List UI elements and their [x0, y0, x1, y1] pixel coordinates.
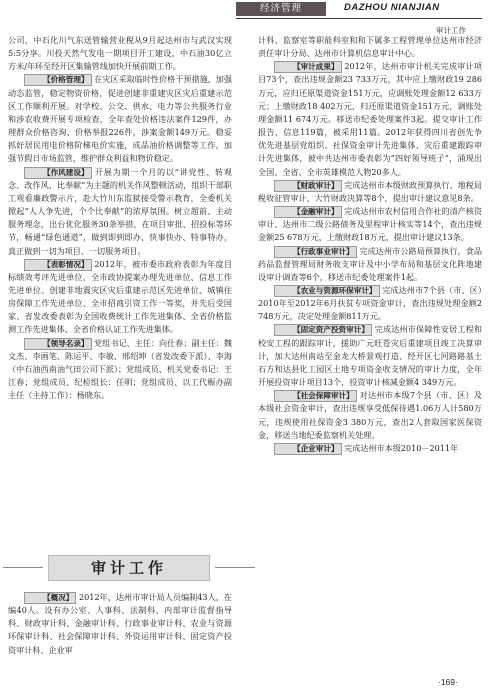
paragraph-text: 完成达州市本级财政预算执行、地税局税收征管审计、大竹财政决算等8个，提出审计建议意见8条。: [258, 179, 482, 203]
paragraph-text: 完成达州市公路局预算执行，食品药品监督管理局财务收支审计及中小学布局和基层文化阵地建设审计调查等6个，移送市纪委处理案件1起。: [258, 245, 482, 282]
paragraph: [258, 323, 482, 389]
paragraph-tag: 【概况】: [24, 592, 76, 604]
paragraph-text: 完成达州市7个县（市、区）2010年至2012年6月扶贫专项资金审计，查出违规处理金额2 748万元，决定处理金额811万元。: [258, 284, 482, 322]
paragraph-tag: 【金融审计】: [274, 206, 342, 218]
paragraph-text: 完成达州市保障性安居工程和校安工程的跟踪审计，援助广元旺苍灾后重建项目竣工决算审计，加大达州南站至金龙大桥景观打造、经开区七河路路基土石方和达县化工园区土地专项资金收支情况的审计力度，全年开展投资审计项目13个，投资审计核减金额4 349万元。: [258, 324, 482, 388]
paragraph: [258, 179, 482, 205]
paragraph: [258, 245, 482, 284]
right-column: [258, 34, 482, 455]
paragraph-tag: 【企业审计】: [274, 443, 342, 455]
left-column: [8, 34, 232, 402]
paragraph-text: 党组书记、主任：向仕春；副主任：魏文杰、李画笔、陈运平、李敏、邢绍坤（省发改委下派）、李海（中石油西南油气田公司下派）；党组成员、机关党委书记：王江春；党组成员、纪检组长：任明；党组成员、以工代赈办副主任（主持工作）：杨晓东。: [8, 337, 232, 401]
paragraph-tag: 【财政审计】: [274, 180, 342, 192]
paragraph-tag: 【行政事业审计】: [274, 246, 357, 258]
paragraph-tag: 【价格管理】: [24, 74, 92, 86]
paragraph-text: 在灾区采取临时性价格干预措施，加强动态监管，稳定物资价格，促进创建非重建灾区灾后重建示范区工作顺利开展。对学校、公交、供水、电力等公共服务行业和涉农收费开展专项检查，全年查处价格违法案件129件，办理群众价格咨询、价格举报226件，涉案金额149万元。稳妥抓好居民用电价格阶梯电价实施，成品油价格调整等工作，加强节假日市场监管，维护群众利益和物价稳定。: [8, 74, 232, 164]
paragraph-tag: 【固定资产投资审计】: [274, 324, 372, 336]
paragraph-tag: 【作风建设】: [24, 167, 92, 179]
paragraph-text: 完成达州市本级2010－2011年: [344, 442, 459, 453]
paragraph: [258, 442, 482, 455]
paragraph: [258, 60, 482, 178]
paragraph: [258, 284, 482, 323]
section-label: 经济管理: [236, 2, 326, 16]
page-number: ·169·: [438, 677, 458, 687]
section-heading: 审计工作: [48, 555, 210, 581]
paragraph-text: 对达州市本级7个县（市、区）及本级社会资金审计，查出违规享受低保待遇1.06万人计580万元，违规使用社保资金3 380万元，查出2人套取国家医保资金，移送当地纪委监察机关处理。: [258, 390, 482, 440]
paragraph: [258, 34, 482, 60]
paragraph: [258, 205, 482, 244]
paragraph-tag: 【表彰情况】: [24, 259, 92, 271]
paragraph: [8, 34, 232, 73]
paragraph: [8, 166, 232, 258]
paragraph: [8, 591, 232, 657]
paragraph-text: 完成达州市农村信用合作社的清产核资审计、达州市二级公路债务及里程审计核实等14个，查出违规金额25 678万元，上缴财政18万元，提出审计建议13条。: [258, 206, 482, 243]
paragraph-tag: 【农业与资源环保审计】: [274, 285, 380, 297]
sub-section-label: 审计工作: [436, 26, 466, 35]
paragraph: [8, 73, 232, 165]
paragraph-tag: 【社会保障审计】: [274, 390, 357, 402]
paragraph: [8, 258, 232, 337]
paragraph-tag: 【审计成果】: [274, 61, 342, 73]
running-header: [0, 0, 498, 35]
paragraph-text: 计科、监察室等职能科室和和下属多工程管理单位达州市经济责任审计分局、达州市计算机信息审计中心。: [258, 35, 482, 59]
paragraph-text: 2012年，被市委市政府表彰为年度目标绩效考评先进单位、全市政协提案办理先进单位、信息工作先进单位、创建非地震灾区灾后重建示范区先进单位、城镇住房保障工作先进单位、全市招商引资工作一等奖，并先后受国家、省发改委表彰为全国收费统计工作先进集体、全省价格监测工作先进集体、全省价格认证工作先进集体。: [8, 258, 232, 335]
paragraph-text: 2012年，达州市审计局人员编制43人，在编40人。设有办公室、人事科、法制科、内部审计监督指导科、财政审计科、金融审计科、行政事业审计科、农业与资源环保审计科、社会保障审计科、外资运用审计科、固定资产投资审计科、企业审: [8, 592, 232, 655]
paragraph-text: 开展为期一个月的以“讲党性、转观念、改作风、比奉献”为主题的机关作风整顿活动，组织干部职工观看廉政警示片，赴大竹川东监狱接受警示教育，全委机关掀起“人人争先进，个个比奉献”的浓厚氛围。树立超前、主动服务理念，出台优化服务30条举措，在项目审批、招投标等环节，畅通“绿色通道”，做到即到即办、快事快办、特事特办，真正做到一切为项目、一切服务项目。: [8, 166, 232, 256]
paragraph: [8, 337, 232, 403]
paragraph-text: 公司，中石化川气东送管输营业税从9月起达州市与武汉实现5:5分享。川投天然气发电一期项目开工建设，中石油30亿立方米/年环至经开区集输管线加快开展前期工作。: [8, 35, 232, 72]
paragraph-text: 2012年，达州市审计机关完成审计项目73个，查出违规金额23 733万元，其中应上缴财政19 286万元，应归还原渠道资金151万元，应调账处理金额12 633万元；上缴财政18 402万元，归还原渠道资金151万元，调账处理金额11 674万元。移送市纪委处理案件3起。提交审计工作报告、信息119篇，被采用11篇。2012年获得四川省创先争优先进基层党组织、社保资金审计先进集体、灾后重建跟踪审计先进集体，被中共达州市委表彰为“四好领导班子”，涌现出全国、全省、全市英雄模范人物20多人。: [258, 61, 482, 177]
left-column-continued: [8, 591, 232, 657]
paragraph-tag: 【领导名录】: [24, 338, 92, 350]
header-rule: [236, 18, 482, 19]
journal-title: DAZHOU NIANJIAN: [344, 2, 440, 13]
paragraph: [258, 389, 482, 442]
